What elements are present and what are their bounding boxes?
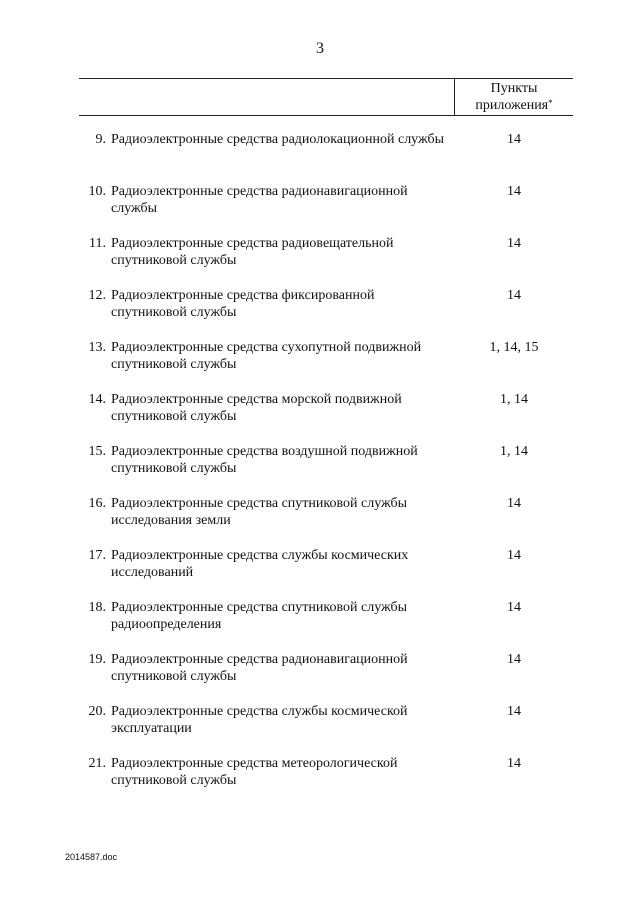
item-text: Радиоэлектронные средства сухопутной подвижной спутниковой службы: [111, 340, 422, 372]
item-text: Радиоэлектронные средства радионавигационной спутниковой службы: [111, 652, 408, 684]
item-refs: 14: [507, 548, 521, 563]
item-number: 11.: [89, 236, 106, 251]
item-refs: 14: [507, 288, 521, 303]
page-number: 3: [316, 40, 324, 57]
table-header: [79, 78, 573, 116]
list-item: [0, 339, 640, 391]
list-item: [0, 443, 640, 495]
item-refs: 14: [507, 652, 521, 667]
list-item: [0, 599, 640, 651]
item-number: 13.: [88, 340, 106, 355]
item-text: Радиоэлектронные средства спутниковой службы радиоопределения: [111, 600, 408, 632]
list-item: [0, 755, 640, 807]
item-refs: 14: [507, 704, 521, 719]
item-refs: 14: [507, 236, 521, 251]
item-refs: 14: [507, 600, 521, 615]
header-column-label: [455, 80, 573, 114]
list-item: [0, 703, 640, 755]
item-text: Радиоэлектронные средства морской подвижной спутниковой службы: [111, 392, 402, 424]
list-item: [0, 391, 640, 443]
list-item: [0, 287, 640, 339]
item-text: Радиоэлектронные средства воздушной подвижной спутниковой службы: [111, 444, 418, 476]
item-number: 12.: [88, 288, 106, 303]
item-refs: 1, 14: [500, 444, 528, 459]
item-number: 18.: [88, 600, 106, 615]
list-item: [0, 651, 640, 703]
item-refs: 14: [507, 132, 521, 147]
item-number: 17.: [88, 548, 106, 563]
item-number: 10.: [88, 184, 106, 199]
footnote-mark: *: [548, 98, 553, 108]
item-text: Радиоэлектронные средства радиовещательной спутниковой службы: [111, 236, 394, 268]
list-item: [0, 235, 640, 287]
item-refs: 14: [507, 756, 521, 771]
item-number: 9.: [95, 132, 106, 147]
item-number: 20.: [88, 704, 106, 719]
item-text: Радиоэлектронные средства службы космических исследований: [111, 548, 409, 580]
item-number: 16.: [88, 496, 106, 511]
list-item: [0, 131, 640, 183]
item-number: 21.: [88, 756, 106, 771]
item-number: 14.: [88, 392, 106, 407]
item-number: 19.: [88, 652, 106, 667]
item-refs: 1, 14, 15: [489, 340, 539, 355]
item-text: Радиоэлектронные средства радиолокационной службы: [111, 132, 445, 147]
footer-filename: 2014587.doc: [65, 852, 118, 862]
item-refs: 14: [507, 496, 521, 511]
item-refs: 1, 14: [500, 392, 528, 407]
item-text: Радиоэлектронные средства радионавигационной службы: [111, 184, 408, 216]
item-text: Радиоэлектронные средства фиксированной спутниковой службы: [111, 288, 375, 320]
item-text: Радиоэлектронные средства спутниковой службы исследования земли: [111, 496, 408, 528]
item-text: Радиоэлектронные средства метеорологической спутниковой службы: [111, 756, 398, 788]
list-item: [0, 547, 640, 599]
item-number: 15.: [88, 444, 106, 459]
list-item: [0, 183, 640, 235]
header-label-text: Пункты приложения: [475, 81, 549, 113]
item-refs: 14: [507, 184, 521, 199]
list-item: [0, 495, 640, 547]
item-list: [0, 131, 640, 807]
item-text: Радиоэлектронные средства службы космической эксплуатации: [111, 704, 408, 736]
